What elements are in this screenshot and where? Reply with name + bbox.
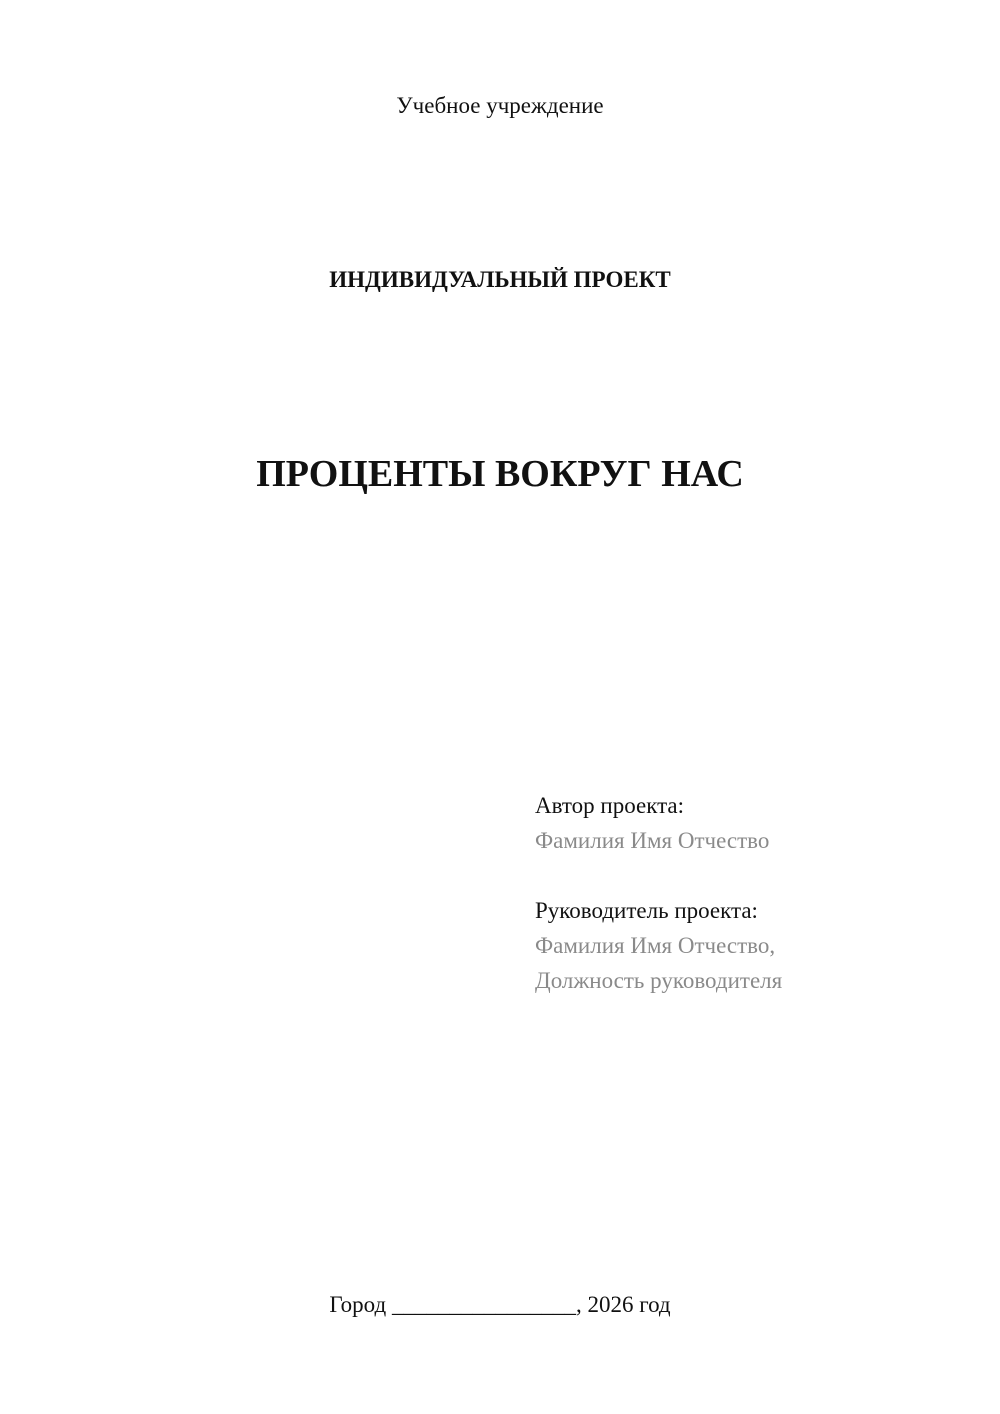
supervisor-position: Должность руководителя (535, 968, 783, 993)
supervisor-label: Руководитель проекта: (535, 898, 758, 923)
credits-spacer (535, 858, 955, 893)
year-text: , 2026 год (575, 1292, 671, 1317)
supervisor-name: Фамилия Имя Отчество, (535, 933, 776, 958)
author-label: Автор проекта: (535, 793, 684, 818)
project-title: ПРОЦЕНТЫ ВОКРУГ НАС (256, 453, 744, 495)
city-year-line (0, 1290, 1000, 1320)
credits-block (535, 788, 955, 998)
document-type: ИНДИВИДУАЛЬНЫЙ ПРОЕКТ (329, 267, 671, 292)
institution-name: Учебное учреждение (396, 93, 604, 118)
city-label: Город (329, 1292, 387, 1317)
city-blank: ________________ (391, 1292, 576, 1317)
author-name: Фамилия Имя Отчество (535, 828, 770, 853)
